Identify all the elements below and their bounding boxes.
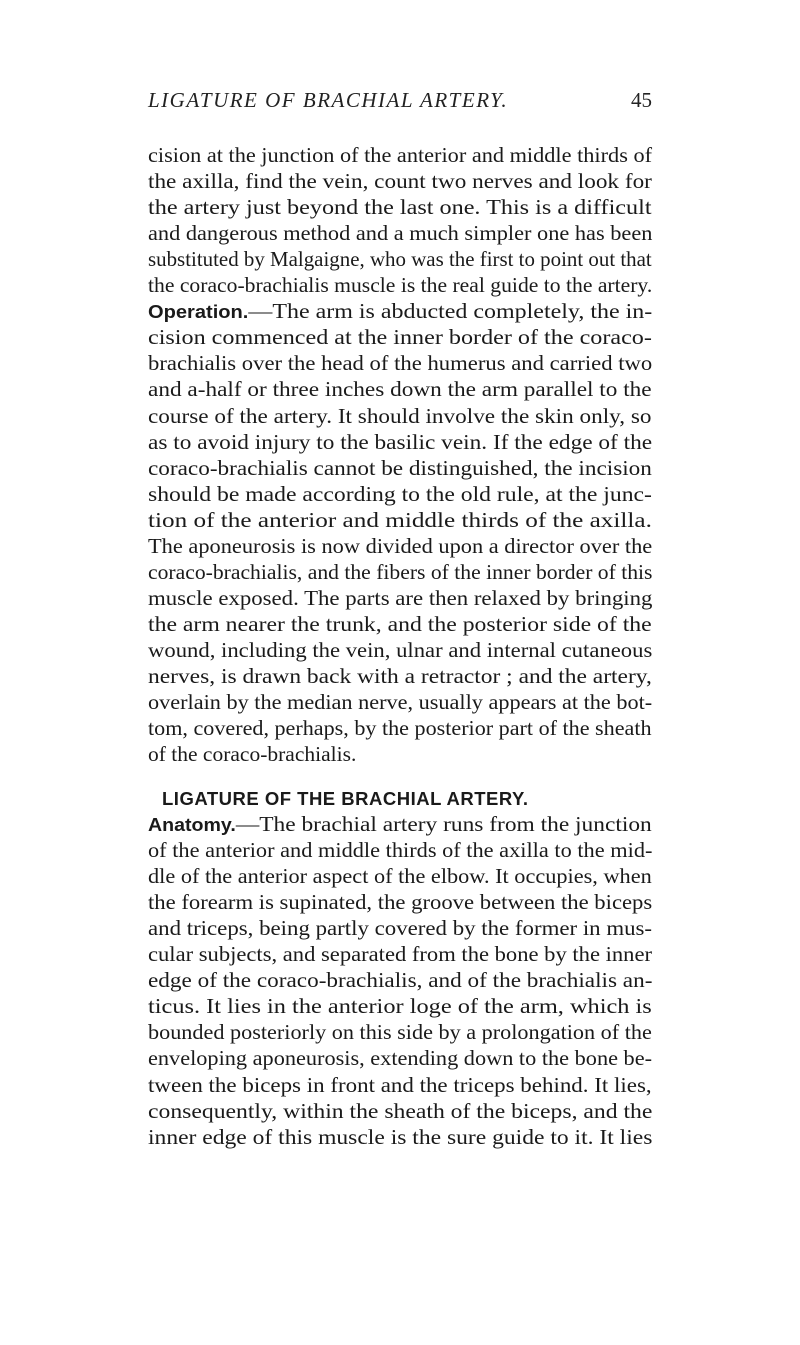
text-line — [148, 941, 652, 967]
text-line — [148, 585, 652, 611]
line-text: cular subjects, and separated from the bone by the inner — [148, 942, 652, 967]
text-line — [148, 889, 652, 915]
run-in-heading: Operation. — [148, 302, 249, 323]
line-text: coraco-brachialis cannot be distinguished, the incision — [148, 455, 652, 480]
line-text: tween the biceps in front and the triceps behind. It lies, — [148, 1072, 652, 1097]
line-text: and triceps, being partly covered by the former in mus- — [148, 916, 653, 941]
line-text: brachialis over the head of the humerus and carried two — [148, 351, 653, 376]
text-line — [148, 1072, 652, 1098]
text-line — [148, 1098, 652, 1124]
running-title: LIGATURE OF BRACHIAL ARTERY. — [148, 88, 509, 112]
text-line — [148, 350, 652, 376]
line-text: —The arm is abducted completely, the in- — [248, 299, 653, 324]
line-text: the axilla, find the vein, count two nerves and look for — [148, 169, 652, 194]
page-number: 45 — [631, 88, 652, 112]
line-text: course of the artery. It should involve the skin only, so — [148, 403, 652, 428]
text-line — [148, 915, 652, 941]
text-line — [148, 429, 652, 455]
text-line — [148, 168, 652, 194]
text-line — [148, 663, 652, 689]
line-text: tion of the anterior and middle thirds of the axilla. — [148, 507, 652, 532]
text-line — [148, 689, 652, 715]
line-text: edge of the coraco-brachialis, and of the brachialis an- — [148, 968, 653, 993]
text-line — [148, 715, 652, 741]
text-line — [148, 863, 652, 889]
text-line — [148, 298, 652, 325]
text-line — [148, 455, 652, 481]
line-text: muscle exposed. The parts are then relaxed by bringing — [148, 585, 653, 610]
line-text: nerves, is drawn back with a retractor ; and the artery, — [148, 664, 652, 688]
text-line — [148, 611, 652, 637]
run-in-heading: Anatomy. — [148, 815, 236, 835]
line-text: bounded posteriorly on this side by a prolongation of the — [148, 1020, 652, 1045]
line-text: as to avoid injury to the basilic vein. If the edge of the — [148, 429, 653, 454]
line-text: ticus. It lies in the anterior loge of the arm, which is — [148, 994, 652, 1019]
line-text: and dangerous method and a much simpler one has been — [148, 221, 653, 246]
line-text: the arm nearer the trunk, and the posterior side of the — [148, 611, 652, 636]
text-line — [148, 324, 652, 350]
line-text: tom, covered, perhaps, by the posterior part of the sheath — [148, 716, 652, 741]
line-text: the artery just beyond the last one. This is a difficult — [148, 195, 652, 220]
line-text: of the anterior and middle thirds of the axilla to the mid- — [148, 838, 653, 863]
text-line — [148, 811, 652, 838]
text-line — [148, 1124, 652, 1150]
line-text: enveloping aponeurosis, extending down to the bone be- — [148, 1046, 653, 1071]
line-text: cision at the junction of the anterior and middle thirds of — [148, 143, 653, 167]
section-heading: LIGATURE OF THE BRACHIAL ARTERY. — [162, 788, 529, 809]
line-text: inner edge of this muscle is the sure guide to it. It lies — [148, 1124, 653, 1149]
line-text: consequently, within the sheath of the biceps, and the — [148, 1098, 653, 1123]
line-text: substituted by Malgaigne, who was the first to point out that — [148, 247, 652, 272]
line-text: the coraco-brachialis muscle is the real guide to the artery. — [148, 273, 653, 298]
running-head — [138, 88, 652, 118]
text-line — [148, 507, 652, 533]
text-line — [148, 220, 652, 246]
line-text: dle of the anterior aspect of the elbow. It occupies, when — [148, 864, 652, 889]
text-line — [148, 272, 652, 298]
line-text: The aponeurosis is now divided upon a director over the — [148, 533, 653, 558]
line-text: should be made according to the old rule, at the junc- — [148, 481, 652, 506]
line-text: and a-half or three inches down the arm parallel to the — [148, 377, 652, 402]
text-line — [148, 967, 652, 993]
line-text: cision commenced at the inner border of the coraco- — [148, 325, 652, 350]
text-line — [148, 993, 652, 1019]
text-line — [148, 1019, 652, 1045]
line-text: coraco-brachialis, and the fibers of the inner border of this — [148, 559, 653, 584]
text-line — [148, 637, 652, 663]
text-line — [148, 246, 652, 272]
line-text: —The brachial artery runs from the junction — [235, 812, 652, 836]
text-line — [148, 403, 652, 429]
line-text: wound, including the vein, ulnar and internal cutaneous — [148, 637, 653, 662]
line-text: the forearm is supinated, the groove between the biceps — [148, 890, 653, 915]
text-line — [148, 559, 652, 585]
text-line — [148, 142, 652, 168]
text-line — [148, 837, 652, 863]
text-line — [148, 194, 652, 220]
text-line — [148, 481, 652, 507]
text-line — [148, 741, 356, 767]
text-line — [148, 1045, 652, 1071]
text-line — [148, 376, 652, 402]
line-text: of the coraco-brachialis. — [148, 742, 357, 767]
line-text: overlain by the median nerve, usually appears at the bot- — [148, 690, 653, 715]
text-line — [148, 533, 652, 559]
